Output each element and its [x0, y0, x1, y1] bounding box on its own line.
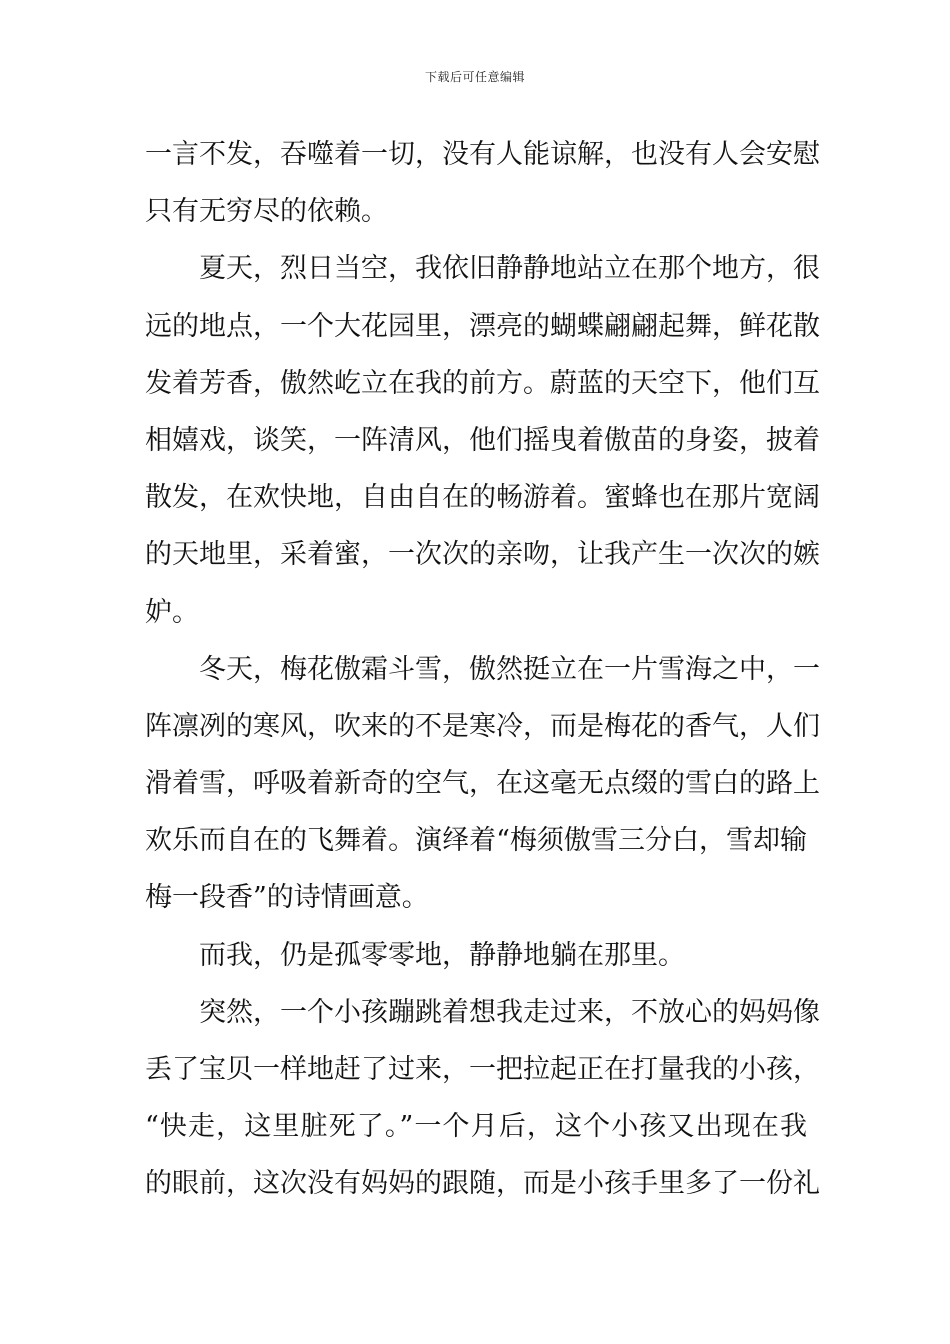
paragraph-first-line: 夏天，烈日当空，我依旧静静地站立在那个地方，很 — [199, 253, 820, 285]
text-line: 发着芳香，傲然屹立在我的前方。蔚蓝的天空下，他们互 — [145, 367, 820, 399]
text-line: 散发，在欢快地，自由自在的畅游着。蜜蜂也在那片宽阔 — [145, 482, 820, 514]
text-line: 的天地里，采着蜜，一次次的亲吻，让我产生一次次的嫉 — [145, 539, 820, 571]
document-body — [145, 126, 820, 1213]
text-line: 妒。 — [145, 596, 199, 628]
text-line: 阵凛冽的寒风，吹来的不是寒冷，而是梅花的香气，人们 — [145, 710, 820, 742]
paragraph-first-line: 突然，一个小孩蹦跳着想我走过来，不放心的妈妈像 — [199, 996, 820, 1028]
text-line: 只有无穷尽的依赖。 — [145, 196, 388, 228]
text-line: 一言不发，吞噬着一切，没有人能谅解，也没有人会安慰 — [145, 139, 820, 170]
text-line: 梅一段香”的诗情画意。 — [145, 882, 429, 914]
text-line: 滑着雪，呼吸着新奇的空气，在这毫无点缀的雪白的路上 — [145, 768, 820, 800]
paragraph-first-line: 冬天，梅花傲霜斗雪，傲然挺立在一片雪海之中，一 — [199, 653, 820, 685]
text-line: 相嬉戏，谈笑，一阵清风，他们摇曳着傲苗的身姿，披着 — [145, 424, 820, 456]
text-line: “快走，这里脏死了。”一个月后，这个小孩又出现在我 — [145, 1111, 807, 1143]
text-line: 丢了宝贝一样地赶了过来，一把拉起正在打量我的小孩， — [145, 1054, 820, 1085]
text-line: 欢乐而自在的飞舞着。演绎着“梅须傲雪三分白，雪却输 — [145, 825, 807, 857]
text-line: 远的地点，一个大花园里，漂亮的蝴蝶翩翩起舞，鲜花散 — [145, 310, 820, 342]
page-header: 下载后可任意编辑 — [424, 70, 525, 84]
text-line: 的眼前，这次没有妈妈的跟随，而是小孩手里多了一份礼 — [145, 1168, 820, 1200]
paragraph-first-line: 而我，仍是孤零零地，静静地躺在那里。 — [199, 939, 685, 971]
